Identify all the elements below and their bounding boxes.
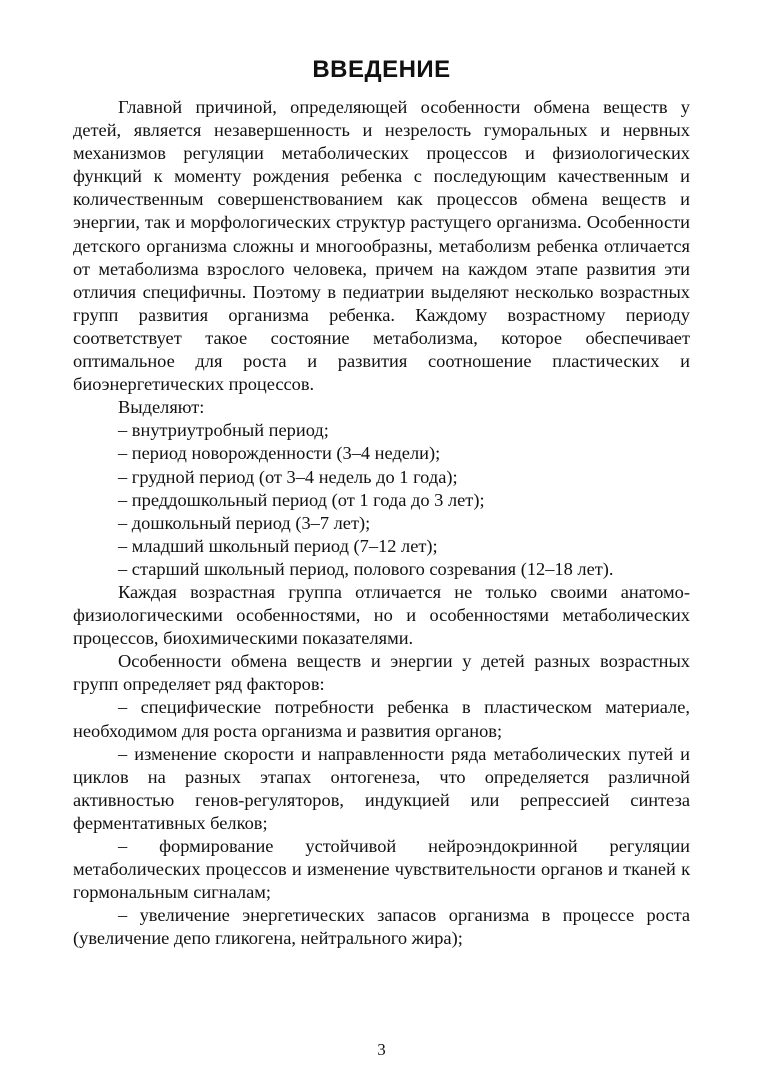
factors-lead: Особенности обмена веществ и энергии у детей разных возрастных групп определяет ряд факторов: (73, 651, 690, 695)
list-item: – период новорожденности (3–4 недели); (118, 443, 441, 464)
list-item: – специфические потребности ребенка в пластическом материале, необходимом для роста организма и развития органов; (73, 697, 690, 741)
list-item: – грудной период (от 3–4 недель до 1 года); (118, 466, 458, 487)
periods-lead: Выделяют: (118, 397, 205, 418)
body-text (73, 96, 690, 950)
list-item: – младший школьный период (7–12 лет); (118, 535, 438, 556)
list-item: – формирование устойчивой нейроэндокринной регуляции метаболических процессов и изменение чувствительности органов и тканей к гормональным сигналам; (73, 836, 690, 903)
list-item: – преддошкольный период (от 1 года до 3 лет); (118, 489, 485, 510)
page-title: ВВЕДЕНИЕ (312, 56, 451, 83)
list-item: – дошкольный период (3–7 лет); (118, 512, 371, 533)
list-item: – внутриутробный период; (118, 420, 329, 441)
list-item: – изменение скорости и направленности ряда метаболических путей и циклов на разных этапах онтогенеза, что определяется различной активностью генов-регуляторов, индукцией или репрессией синтеза ферментативных белков; (73, 743, 690, 833)
page-number: 3 (377, 1040, 386, 1059)
factors-list (73, 696, 690, 950)
periods-list (73, 419, 690, 581)
list-item: – увеличение энергетических запасов организма в процессе роста (увеличение депо гликогена, нейтрального жира); (73, 905, 690, 949)
intro-paragraph: Главной причиной, определяющей особенности обмена веществ у детей, является незавершенность и незрелость гуморальных и нервных механизмов регуляции метаболических процессов и физиологических функций к моменту рождения ребенка с последующим качественным и количественным совершенствованием как процессов обмена веществ и энергии, так и морфологических структур растущего организма. Особенности детского организма сложны и многообразны, метаболизм ребенка отличается от метаболизма взрослого человека, причем на каждом этапе развития эти отличия специфичны. Поэтому в педиатрии выделяют несколько возрастных групп развития организма ребенка. Каждому возрастному периоду соответствует такое состояние метаболизма, которое обеспечивает оптимальное для роста и развития соотношение пластических и биоэнергетических процессов. (73, 97, 690, 395)
list-item: – старший школьный период, полового созревания (12–18 лет). (118, 558, 614, 579)
groups-paragraph: Каждая возрастная группа отличается не только своими анатомо-физиологическими особенностями, но и особенностями метаболических процессов, биохимическими показателями. (73, 581, 690, 649)
